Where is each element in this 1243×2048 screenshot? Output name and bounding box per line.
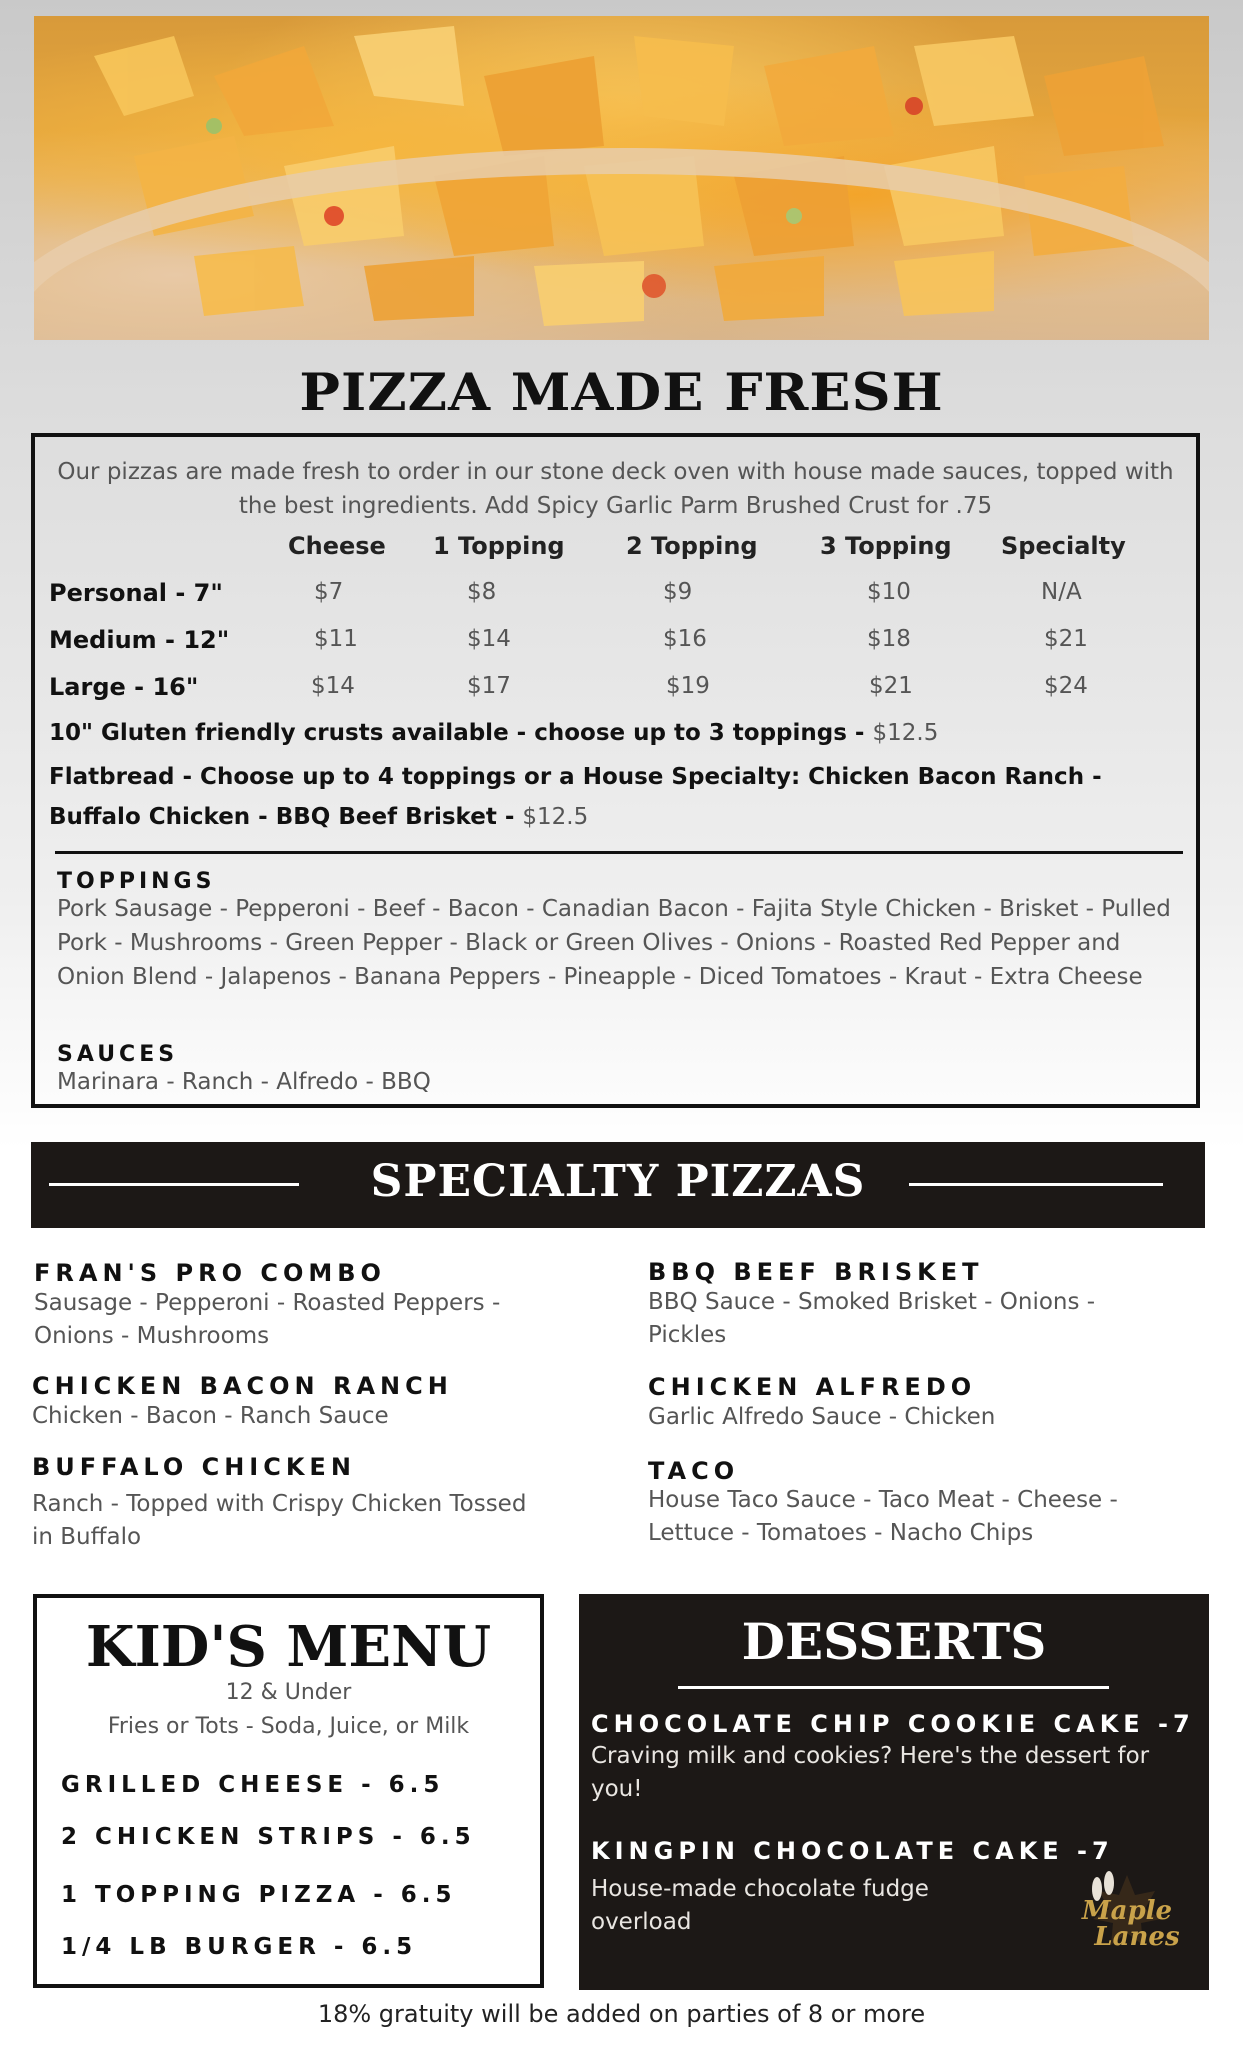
price-cell: $18 (867, 626, 911, 652)
specialty-desc: House Taco Sauce - Taco Meat - Cheese - Lettuce - Tomatoes - Nacho Chips (648, 1487, 1118, 1546)
specialty-desc: Chicken - Bacon - Ranch Sauce (32, 1403, 389, 1429)
specialty-desc: Sausage - Pepperoni - Roasted Peppers - Onions - Mushrooms (34, 1290, 501, 1349)
kids-item: 2 CHICKEN STRIPS - 6.5 (61, 1824, 476, 1850)
flatbread-note-line1: Flatbread - Choose up to 4 toppings or a House Specialty: Chicken Bacon Ranch - (49, 764, 1102, 790)
header-cheese: Cheese (288, 532, 386, 560)
header-1-topping: 1 Topping (433, 532, 565, 560)
price-cell: N/A (1041, 579, 1082, 605)
toppings-list: Pork Sausage - Pepperoni - Beef - Bacon - Canadian Bacon - Fajita Style Chicken - Brisket - Pulled Pork - Mushrooms - Green Pepper - Black or Green Olives - Onions - Roasted Red Pepper and Onion Blend - Jalapenos - Banana Peppers - Pineapple - Diced Tomatoes - Kraut - Extra Cheese (57, 896, 1171, 990)
banner-rule-right (909, 1183, 1163, 1186)
specialty-banner (31, 1142, 1205, 1228)
maple-lanes-logo (1057, 1867, 1197, 1967)
price-cell: $8 (467, 579, 497, 605)
row-personal-size: Personal - 7" (49, 579, 223, 607)
gratuity-footer: 18% gratuity will be added on parties of 8 or more (317, 2000, 926, 2028)
specialty-name: CHICKEN BACON RANCH (32, 1372, 453, 1400)
price-cell: $19 (666, 673, 710, 699)
toppings-heading: TOPPINGS (57, 869, 216, 894)
dessert-desc: Craving milk and cookies? Here's the dessert for you! (591, 1743, 1150, 1802)
page-title: PIZZA MADE FRESH (299, 361, 944, 423)
hero-pizza-image (34, 16, 1209, 340)
sauces-heading: SAUCES (57, 1042, 179, 1067)
row-large-size: Large - 16" (49, 673, 199, 701)
header-2-topping: 2 Topping (626, 532, 758, 560)
divider (55, 851, 1183, 854)
specialty-name: FRAN'S PRO COMBO (34, 1259, 386, 1287)
dessert-name: CHOCOLATE CHIP COOKIE CAKE -7 (591, 1710, 1195, 1738)
row-medium-size: Medium - 12" (49, 626, 230, 654)
header-3-topping: 3 Topping (820, 532, 952, 560)
specialty-name: CHICKEN ALFREDO (648, 1373, 977, 1401)
logo-text-lanes: Lanes (1094, 1922, 1180, 1952)
dessert-name: KINGPIN CHOCOLATE CAKE -7 (591, 1837, 1114, 1865)
desserts-box (579, 1594, 1209, 1990)
price-cell: $21 (869, 673, 913, 699)
price-cell: $14 (311, 673, 355, 699)
specialty-desc: Ranch - Topped with Crispy Chicken Tossed in Buffalo (32, 1491, 527, 1550)
kids-sides: Fries or Tots - Soda, Juice, or Milk (107, 1714, 470, 1739)
sauces-list: Marinara - Ranch - Alfredo - BBQ (57, 1069, 431, 1095)
flatbread-note-line2: Buffalo Chicken - BBQ Beef Brisket - $12.5 (49, 804, 589, 830)
divider (678, 1686, 1109, 1689)
price-cell: $21 (1044, 626, 1088, 652)
kids-item: 1 TOPPING PIZZA - 6.5 (61, 1882, 457, 1908)
kids-item: 1/4 LB BURGER - 6.5 (61, 1934, 418, 1960)
price-cell: $17 (467, 673, 511, 699)
specialty-name: BUFFALO CHICKEN (32, 1453, 356, 1481)
price-cell: $14 (467, 626, 511, 652)
kids-menu-box (33, 1594, 544, 1988)
kids-menu-title: KID'S MENU (85, 1614, 492, 1680)
price-cell: $7 (314, 579, 344, 605)
kids-age: 12 & Under (225, 1680, 352, 1705)
specialty-name: TACO (648, 1457, 740, 1485)
price-cell: $10 (867, 579, 911, 605)
price-cell: $9 (663, 579, 693, 605)
gluten-free-note: 10" Gluten friendly crusts available - choose up to 3 toppings - $12.5 (49, 720, 939, 746)
pizza-pricing-box (31, 433, 1200, 1108)
specialty-name: BBQ BEEF BRISKET (648, 1258, 984, 1286)
dessert-desc: House-made chocolate fudge overload (591, 1876, 929, 1935)
specialty-title: SPECIALTY PIZZAS (370, 1156, 866, 1207)
price-cell: $24 (1044, 673, 1088, 699)
price-cell: $11 (314, 626, 358, 652)
intro-text: Our pizzas are made fresh to order in our stone deck oven with house made sauces, topped with the best ingredients. Add Spicy Garlic Parm Brushed Crust for .75 (57, 459, 1174, 519)
desserts-title: DESSERTS (741, 1612, 1047, 1671)
specialty-desc: Garlic Alfredo Sauce - Chicken (648, 1404, 996, 1430)
price-cell: $16 (663, 626, 707, 652)
header-specialty: Specialty (1001, 532, 1126, 560)
logo-text-maple: Maple (1081, 1896, 1173, 1926)
specialty-desc: BBQ Sauce - Smoked Brisket - Onions - Pickles (648, 1289, 1096, 1348)
kids-item: GRILLED CHEESE - 6.5 (61, 1772, 445, 1798)
